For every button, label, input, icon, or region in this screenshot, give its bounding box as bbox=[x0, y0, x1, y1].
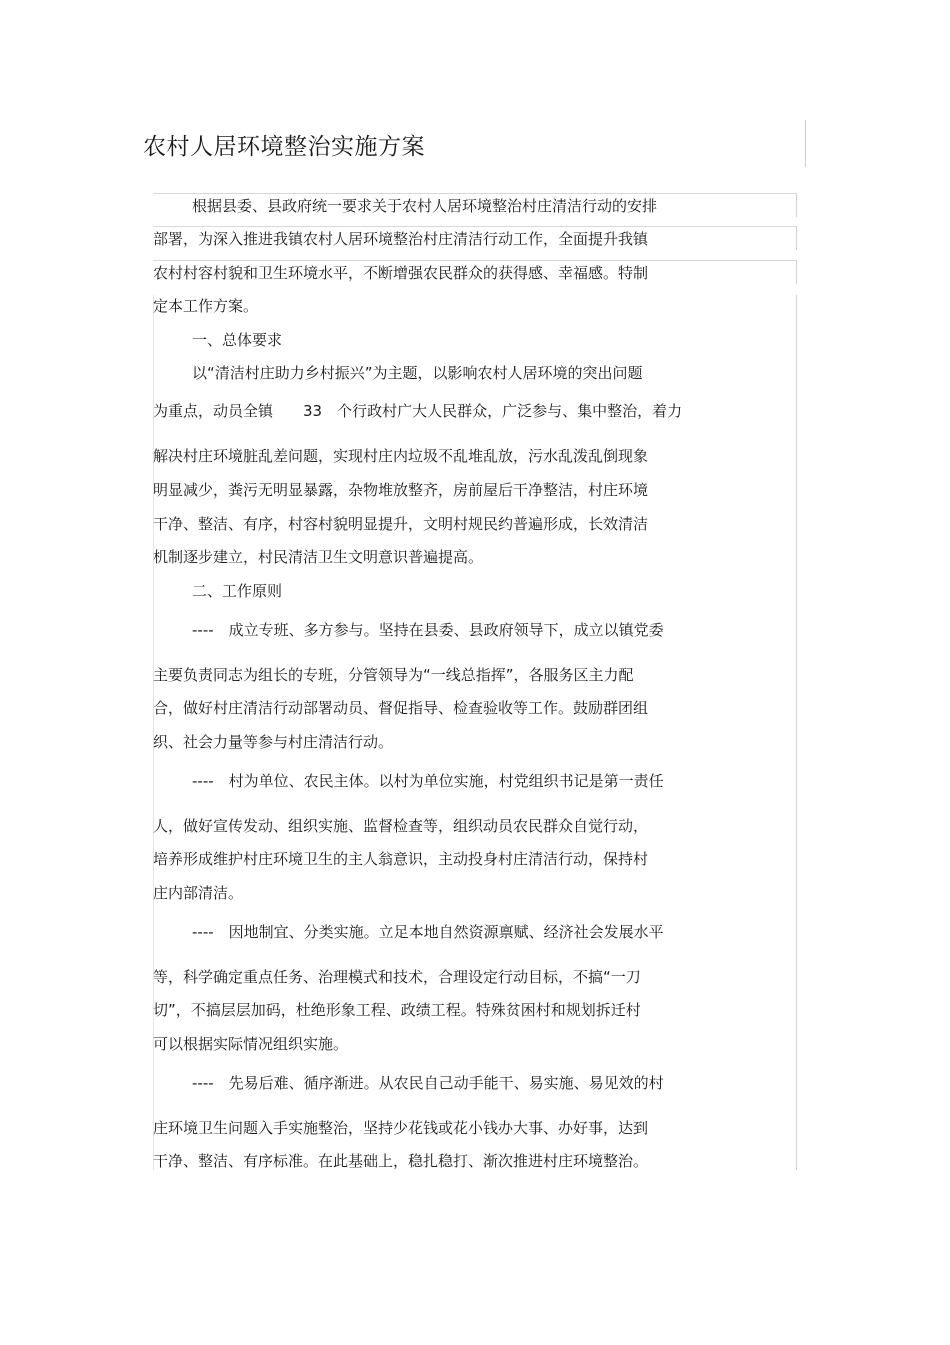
paragraph-line: ---- 成立专班、多方参与。坚持在县委、县政府领导下，成立以镇党委 bbox=[192, 621, 664, 639]
paragraph-line: ---- 因地制宜、分类实施。立足本地自然资源禀赋、经济社会发展水平 bbox=[192, 923, 664, 941]
scan-line bbox=[805, 120, 806, 167]
paragraph-line: 以“清洁村庄助力乡村振兴”为主题，以影响农村人居环境的突出问题 bbox=[192, 364, 643, 382]
page-title: 农村人居环境整治实施方案 bbox=[143, 134, 425, 160]
paragraph-line: 等，科学确定重点任务、治理模式和技术，合理设定行动目标，不搞“一刀 bbox=[153, 968, 641, 986]
paragraph-line: 明显减少，粪污无明显暴露，杂物堆放整齐，房前屋后干净整洁，村庄环境 bbox=[153, 481, 649, 499]
paragraph-line: 干净、整洁、有序，村容村貌明显提升，文明村规民约普遍形成，长效清洁 bbox=[153, 515, 649, 533]
paragraph-line: 庄环境卫生问题入手实施整治，坚持少花钱或花小钱办大事、办好事，达到 bbox=[153, 1119, 649, 1137]
paragraph-line: 培养形成维护村庄环境卫生的主人翁意识，主动投身村庄清洁行动，保持村 bbox=[153, 850, 649, 868]
section-heading: 二、工作原则 bbox=[192, 582, 283, 600]
scan-line bbox=[153, 226, 797, 227]
paragraph-line: 织、社会力量等参与村庄清洁行动。 bbox=[153, 733, 394, 751]
paragraph-line: 人，做好宣传发动、组织实施、监督检查等，组织动员农民群众自觉行动， bbox=[153, 817, 649, 835]
paragraph-line: 切”，不搞层层加码，杜绝形象工程、政绩工程。特殊贫困村和规划拆迁村 bbox=[153, 1001, 641, 1019]
paragraph-line: 为重点，动员全镇 33 个行政村广大人民群众，广泛参与、集中整治，着力 bbox=[153, 402, 683, 420]
paragraph-line: ---- 村为单位、农民主体。以村为单位实施，村党组织书记是第一责任 bbox=[192, 772, 664, 790]
paragraph-line: 解决村庄环境脏乱差问题，实现村庄内垃圾不乱堆乱放，污水乱泼乱倒现象 bbox=[153, 447, 649, 465]
scan-line bbox=[796, 193, 797, 217]
scan-line bbox=[796, 260, 797, 284]
paragraph-line: 庄内部清洁。 bbox=[153, 884, 244, 902]
paragraph-line: 可以根据实际情况组织实施。 bbox=[153, 1035, 349, 1053]
paragraph-line: ---- 先易后难、循序渐进。从农民自己动手能干、易实施、易见效的村 bbox=[192, 1074, 664, 1092]
paragraph-line: 合，做好村庄清洁行动部署动员、督促指导、检查验收等工作。鼓励群团组 bbox=[153, 699, 649, 717]
paragraph-line: 农村村容村貌和卫生环境水平，不断增强农民群众的获得感、幸福感。特制 bbox=[153, 264, 649, 282]
scan-line bbox=[153, 193, 797, 194]
paragraph-line: 根据县委、县政府统一要求关于农村人居环境整治村庄清洁行动的安排 bbox=[192, 197, 658, 215]
paragraph-line: 机制逐步建立，村民清洁卫生文明意识普遍提高。 bbox=[153, 548, 484, 566]
scan-line bbox=[796, 295, 797, 1170]
section-heading: 一、总体要求 bbox=[192, 331, 283, 349]
paragraph-line: 定本工作方案。 bbox=[153, 297, 259, 315]
scan-line bbox=[153, 260, 797, 261]
paragraph-line: 干净、整洁、有序标准。在此基础上，稳扎稳打、渐次推进村庄环境整治。 bbox=[153, 1152, 649, 1170]
paragraph-line: 主要负责同志为组长的专班，分管领导为“一线总指挥”，各服务区主力配 bbox=[153, 666, 634, 684]
scan-line bbox=[796, 226, 797, 250]
paragraph-line: 部署，为深入推进我镇农村人居环境整治村庄清洁行动工作，全面提升我镇 bbox=[153, 230, 649, 248]
